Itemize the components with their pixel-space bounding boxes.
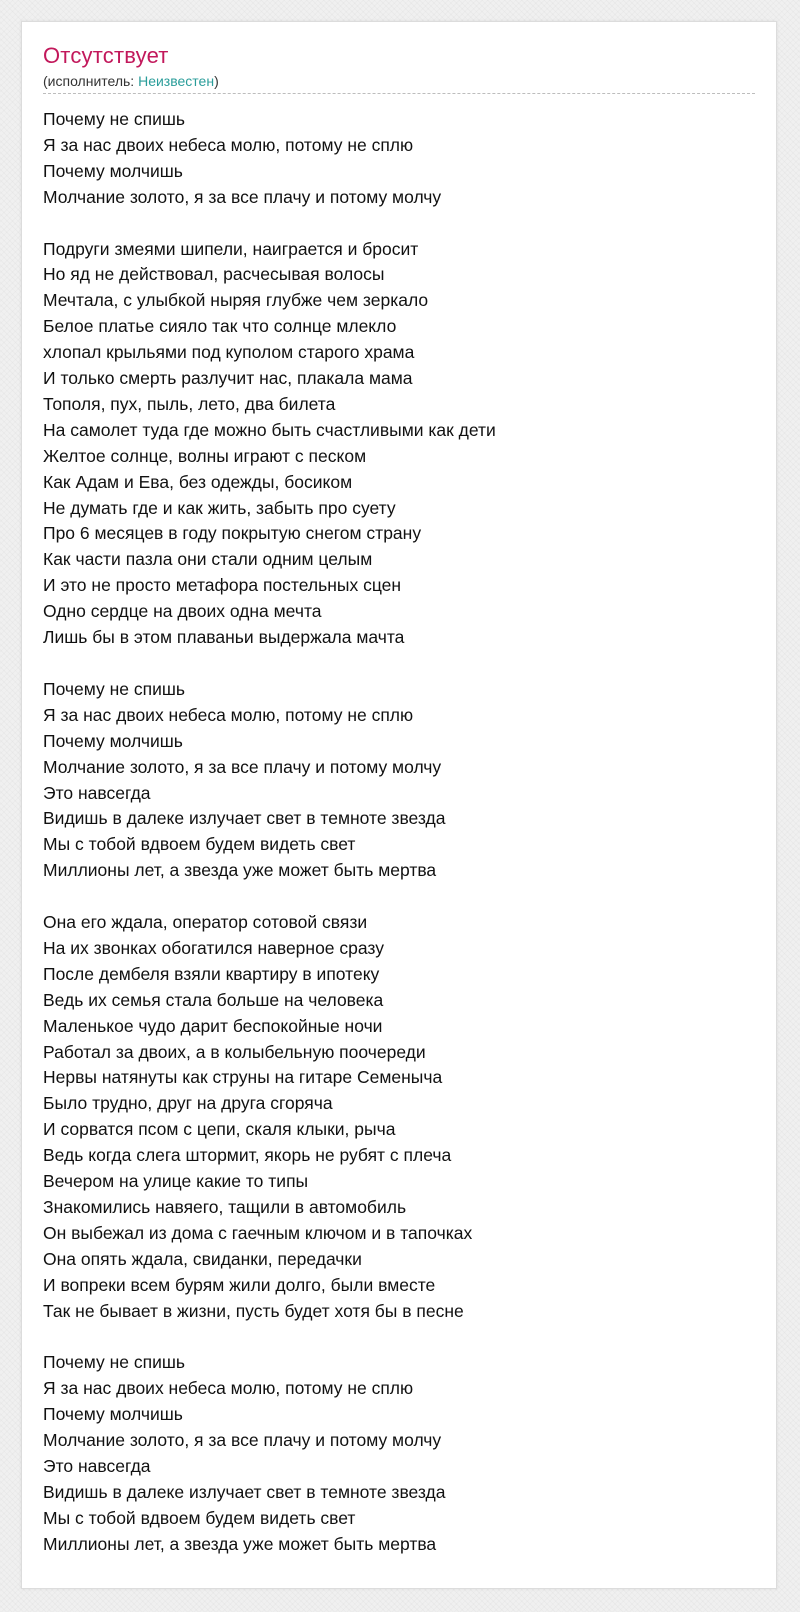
- lyrics-line: После дембеля взяли квартиру в ипотеку: [43, 963, 380, 984]
- lyrics-body: [43, 107, 755, 1558]
- lyrics-line: Это навсегда: [43, 1456, 151, 1477]
- lyrics-stanza: [43, 107, 755, 211]
- lyrics-line: Мечтала, с улыбкой ныряя глубже чем зеркало: [43, 290, 429, 311]
- lyrics-line: Я за нас двоих небеса молю, потому не сплю: [43, 134, 414, 155]
- lyrics-line: Белое платье сияло так что солнце млекло: [43, 316, 397, 337]
- lyrics-line: Вечером на улице какие то типы: [43, 1171, 309, 1192]
- lyrics-line: Ведь когда слега штормит, якорь не рубят с плеча: [43, 1145, 452, 1166]
- lyrics-line: Мы с тобой вдвоем будем видеть свет: [43, 1507, 356, 1528]
- lyrics-line: Видишь в далеке излучает свет в темноте звезда: [43, 808, 446, 829]
- lyrics-line: Не думать где и как жить, забыть про суету: [43, 497, 396, 518]
- lyrics-line: Он выбежал из дома с гаечным ключом и в тапочках: [43, 1222, 473, 1243]
- title-divider: [43, 93, 755, 94]
- lyrics-line: Она его ждала, оператор сотовой связи: [43, 912, 368, 933]
- lyrics-line: Молчание золото, я за все плачу и потому молчу: [43, 756, 442, 777]
- lyrics-line: На их звонках обогатился наверное сразу: [43, 937, 385, 958]
- lyrics-line: И только смерть разлучит нас, плакала мама: [43, 368, 413, 389]
- lyrics-line: Работал за двоих, а в колыбельную поочереди: [43, 1041, 426, 1062]
- song-title: Отсутствует: [43, 43, 169, 68]
- lyrics-line: Она опять ждала, свиданки, передачки: [43, 1248, 362, 1269]
- lyrics-line: Это навсегда: [43, 782, 151, 803]
- lyrics-line: Мы с тобой вдвоем будем видеть свет: [43, 834, 356, 855]
- lyrics-line: Знакомились навяего, тащили в автомобиль: [43, 1197, 407, 1218]
- lyrics-line: Как Адам и Ева, без одежды, босиком: [43, 471, 353, 492]
- lyrics-line: Почему молчишь: [43, 1404, 183, 1425]
- lyrics-stanza: [43, 910, 755, 1325]
- lyrics-line: Почему не спишь: [43, 678, 186, 699]
- lyrics-stanza: [43, 677, 755, 884]
- lyrics-line: И вопреки всем бурям жили долго, были вместе: [43, 1274, 436, 1295]
- artist-prefix: (исполнитель:: [43, 73, 139, 89]
- lyrics-line: И это не просто метафора постельных сцен: [43, 575, 402, 596]
- lyrics-line: Про 6 месяцев в году покрытую снегом страну: [43, 523, 422, 544]
- lyrics-line: На самолет туда где можно быть счастливыми как дети: [43, 419, 496, 440]
- lyrics-line: Лишь бы в этом плаваньи выдержала мачта: [43, 627, 405, 648]
- lyrics-line: Было трудно, друг на друга сгоряча: [43, 1093, 333, 1114]
- artist-link[interactable]: Неизвестен: [138, 73, 215, 89]
- lyrics-line: Ведь их семья стала больше на человека: [43, 989, 384, 1010]
- artist-suffix: ): [214, 73, 219, 89]
- lyrics-stanza: [43, 237, 755, 652]
- lyrics-line: Маленькое чудо дарит беспокойные ночи: [43, 1015, 383, 1036]
- lyrics-line: Почему не спишь: [43, 1352, 186, 1373]
- lyrics-line: Молчание золото, я за все плачу и потому молчу: [43, 1430, 442, 1451]
- lyrics-line: Нервы натянуты как струны на гитаре Семеныча: [43, 1067, 443, 1088]
- lyrics-line: Подруги змеями шипели, наиграется и бросит: [43, 238, 419, 259]
- artist-line: [43, 72, 755, 90]
- lyrics-line: Я за нас двоих небеса молю, потому не сплю: [43, 704, 414, 725]
- lyrics-line: Я за нас двоих небеса молю, потому не сплю: [43, 1378, 414, 1399]
- lyrics-card: [21, 21, 777, 1589]
- lyrics-line: Миллионы лет, а звезда уже может быть мертва: [43, 860, 437, 881]
- lyrics-line: Тополя, пух, пыль, лето, два билета: [43, 393, 336, 414]
- lyrics-line: Как части пазла они стали одним целым: [43, 549, 373, 570]
- lyrics-line: Но яд не действовал, расчесывая волосы: [43, 264, 385, 285]
- lyrics-line: И сорватся псом с цепи, скаля клыки, рыча: [43, 1119, 396, 1140]
- lyrics-line: Почему не спишь: [43, 109, 186, 129]
- lyrics-line: Миллионы лет, а звезда уже может быть мертва: [43, 1533, 437, 1554]
- lyrics-line: Почему молчишь: [43, 730, 183, 751]
- lyrics-line: Видишь в далеке излучает свет в темноте звезда: [43, 1481, 446, 1502]
- lyrics-line: Молчание золото, я за все плачу и потому молчу: [43, 186, 442, 207]
- lyrics-line: Почему молчишь: [43, 160, 183, 181]
- lyrics-line: Желтое солнце, волны играют с песком: [43, 445, 367, 466]
- lyrics-line: Одно сердце на двоих одна мечта: [43, 601, 322, 622]
- lyrics-line: Так не бывает в жизни, пусть будет хотя бы в песне: [43, 1300, 464, 1321]
- lyrics-line: хлопал крыльями под куполом старого храма: [43, 342, 415, 363]
- lyrics-stanza: [43, 1350, 755, 1557]
